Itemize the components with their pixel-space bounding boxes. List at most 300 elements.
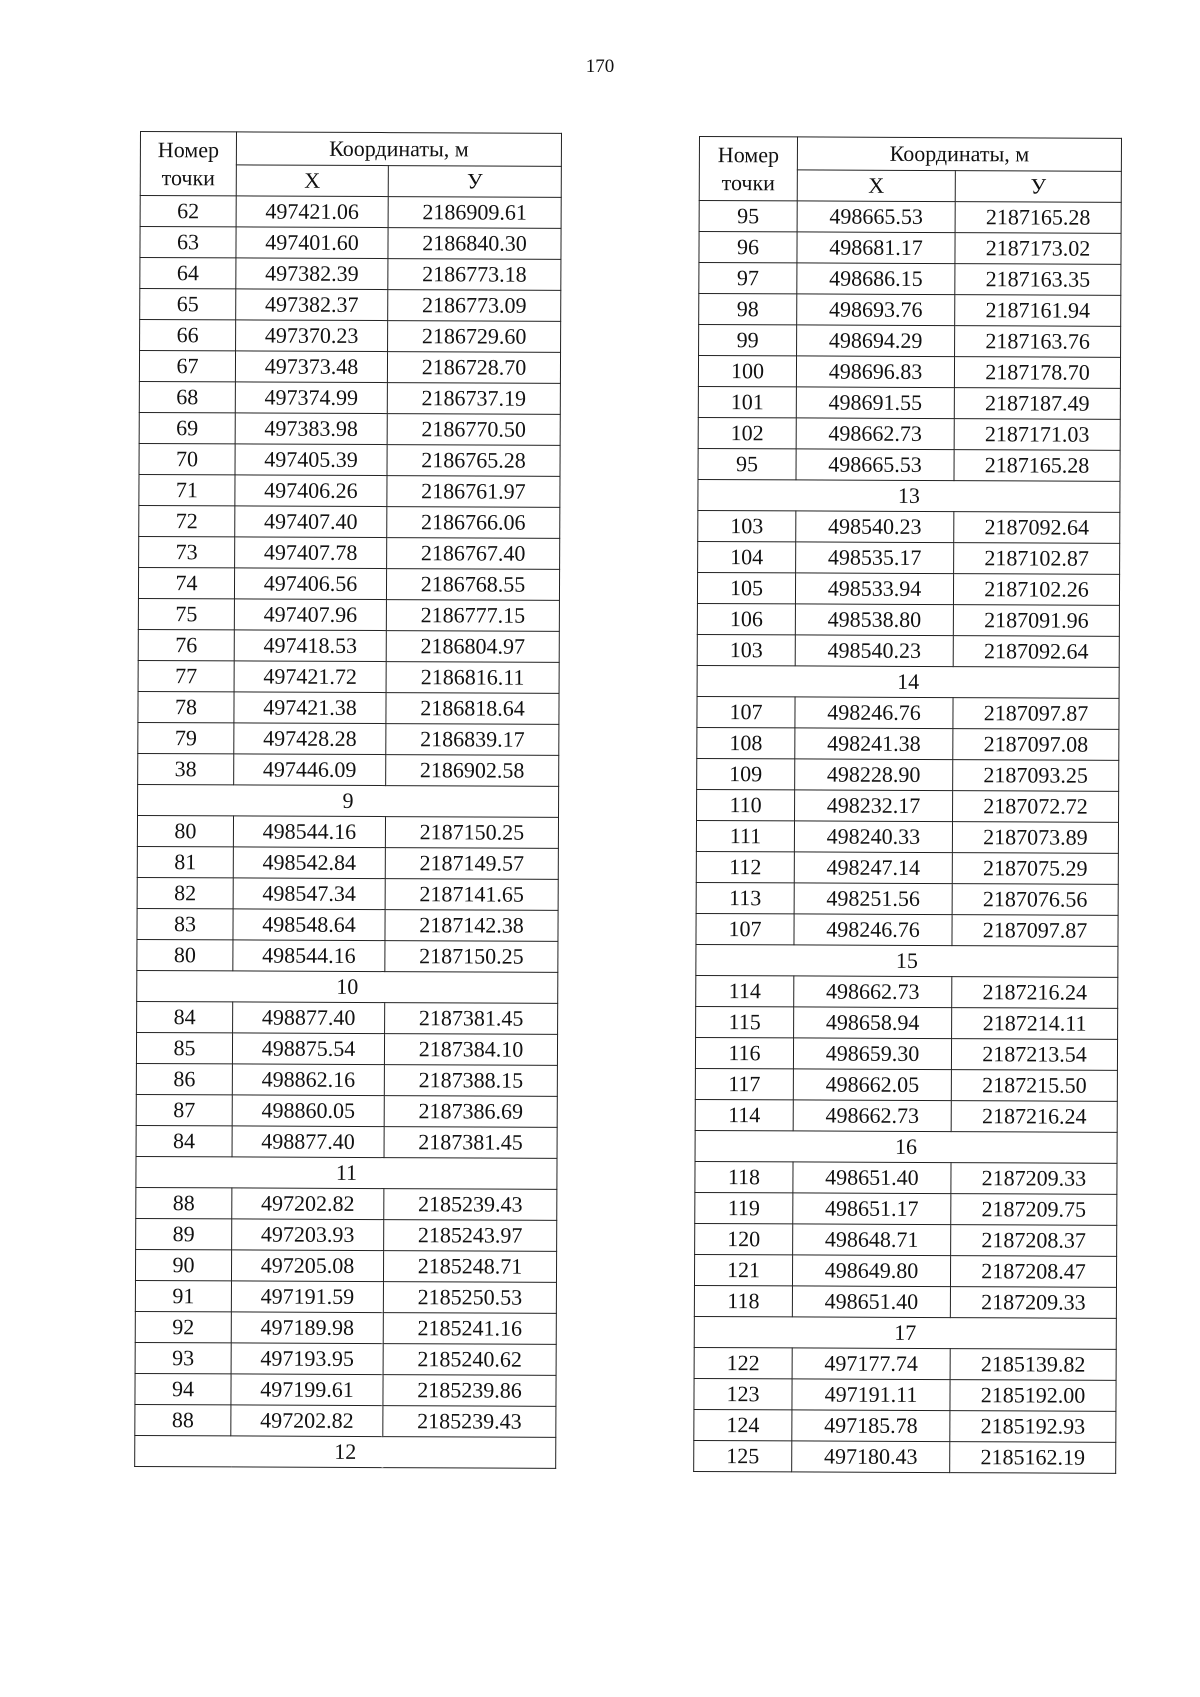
y-coordinate-cell: 2186770.50 <box>387 414 560 446</box>
y-coordinate-cell: 2186768.55 <box>386 569 559 601</box>
y-coordinate-cell: 2187209.33 <box>950 1287 1116 1319</box>
x-coordinate-cell: 498659.30 <box>793 1038 951 1070</box>
table-row <box>140 289 561 322</box>
x-coordinate-cell: 498649.80 <box>792 1255 950 1287</box>
y-coordinate-cell: 2185192.00 <box>950 1380 1116 1412</box>
x-coordinate-cell: 497401.60 <box>236 227 388 259</box>
y-coordinate-cell: 2187072.72 <box>953 791 1119 823</box>
y-column-header: У <box>388 166 561 198</box>
y-coordinate-cell: 2187165.28 <box>955 202 1121 234</box>
section-number: 14 <box>697 665 1119 698</box>
y-coordinate-cell: 2187102.87 <box>954 543 1120 575</box>
table-row <box>698 386 1120 419</box>
table-row <box>695 1037 1117 1070</box>
section-number: 17 <box>694 1316 1116 1349</box>
table-row <box>135 1280 556 1313</box>
x-coordinate-cell: 498693.76 <box>797 294 955 326</box>
x-coordinate-cell: 498246.76 <box>795 697 953 729</box>
point-number-cell: 107 <box>696 913 794 944</box>
table-row <box>694 1347 1116 1380</box>
coordinates-table-right <box>693 136 1122 1474</box>
table-row <box>137 877 558 910</box>
y-coordinate-cell: 2187209.75 <box>951 1194 1117 1226</box>
y-coordinate-cell: 2187208.37 <box>951 1225 1117 1257</box>
y-coordinate-cell: 2187102.26 <box>953 574 1119 606</box>
point-number-cell: 108 <box>697 727 795 758</box>
x-coordinate-cell: 497421.38 <box>234 692 386 724</box>
y-column-header: У <box>955 171 1121 203</box>
table-row <box>136 1218 557 1251</box>
point-number-cell: 74 <box>138 567 234 598</box>
x-coordinate-cell: 498547.34 <box>233 878 385 910</box>
point-number-cell: 105 <box>697 572 795 603</box>
x-coordinate-cell: 498696.83 <box>796 356 954 388</box>
y-coordinate-cell: 2186773.18 <box>388 259 561 291</box>
point-number-header-line1: Номер <box>157 136 220 162</box>
point-number-cell: 107 <box>697 696 795 727</box>
section-row <box>694 1316 1116 1349</box>
table-row <box>136 1094 557 1127</box>
table-row <box>135 1373 556 1406</box>
y-coordinate-cell: 2185239.43 <box>383 1406 556 1438</box>
point-number-cell: 114 <box>695 1099 793 1130</box>
x-coordinate-cell: 498228.90 <box>795 759 953 791</box>
y-coordinate-cell: 2187386.69 <box>384 1096 557 1128</box>
point-number-cell: 101 <box>698 386 796 417</box>
table-row <box>697 789 1119 822</box>
x-coordinate-cell: 498665.53 <box>797 201 955 233</box>
x-coordinate-cell: 498240.33 <box>794 821 952 853</box>
y-coordinate-cell: 2185241.16 <box>383 1313 556 1345</box>
table-row <box>136 1063 557 1096</box>
y-coordinate-cell: 2186737.19 <box>387 383 560 415</box>
x-coordinate-cell: 498662.73 <box>793 1100 951 1132</box>
table-row <box>696 913 1118 946</box>
x-coordinate-cell: 497407.40 <box>235 506 387 538</box>
y-coordinate-cell: 2186766.06 <box>387 507 560 539</box>
y-coordinate-cell: 2185139.82 <box>950 1349 1116 1381</box>
x-coordinate-cell: 497446.09 <box>234 754 386 786</box>
table-row <box>698 417 1120 450</box>
y-coordinate-cell: 2187173.02 <box>955 233 1121 265</box>
table-row <box>136 1187 557 1220</box>
table-row <box>696 851 1118 884</box>
x-coordinate-cell: 497177.74 <box>792 1348 950 1380</box>
y-coordinate-cell: 2185239.43 <box>384 1189 557 1221</box>
section-row <box>135 1435 556 1468</box>
point-number-cell: 86 <box>136 1063 232 1094</box>
table-row <box>140 258 561 291</box>
point-number-cell: 63 <box>140 227 236 258</box>
y-coordinate-cell: 2187381.45 <box>385 1003 558 1035</box>
point-number-cell: 77 <box>138 660 234 691</box>
y-coordinate-cell: 2187161.94 <box>955 295 1121 327</box>
x-coordinate-cell: 498877.40 <box>233 1002 385 1034</box>
x-coordinate-cell: 497407.78 <box>235 537 387 569</box>
table-row <box>699 201 1121 234</box>
y-coordinate-cell: 2187076.56 <box>952 884 1118 916</box>
point-number-cell: 122 <box>694 1347 792 1378</box>
table-row <box>695 1192 1117 1225</box>
y-coordinate-cell: 2186767.40 <box>387 538 560 570</box>
section-number: 11 <box>136 1156 557 1189</box>
section-number: 15 <box>696 944 1118 977</box>
table-row <box>694 1378 1116 1411</box>
table-row <box>696 820 1118 853</box>
point-number-cell: 93 <box>135 1342 231 1373</box>
x-coordinate-cell: 497421.72 <box>234 661 386 693</box>
table-row <box>135 1311 556 1344</box>
x-coordinate-cell: 497405.39 <box>235 444 387 476</box>
y-coordinate-cell: 2187075.29 <box>952 853 1118 885</box>
x-coordinate-cell: 497373.48 <box>235 351 387 383</box>
table-row <box>136 1125 557 1158</box>
point-number-cell: 88 <box>136 1187 232 1218</box>
point-number-header <box>699 137 797 201</box>
point-number-cell: 84 <box>136 1125 232 1156</box>
point-number-cell: 96 <box>699 232 797 263</box>
point-number-cell: 87 <box>136 1094 232 1125</box>
table-row <box>139 412 560 445</box>
x-coordinate-cell: 498651.40 <box>792 1286 950 1318</box>
table-row <box>135 1342 556 1375</box>
point-number-cell: 81 <box>137 846 233 877</box>
point-number-cell: 112 <box>696 851 794 882</box>
y-coordinate-cell: 2187384.10 <box>384 1034 557 1066</box>
point-number-cell: 100 <box>698 356 796 387</box>
x-coordinate-cell: 497203.93 <box>232 1219 384 1251</box>
table-row <box>139 381 560 414</box>
point-number-cell: 64 <box>140 258 236 289</box>
y-coordinate-cell: 2186818.64 <box>386 693 559 725</box>
point-number-header-line2: точки <box>721 169 775 195</box>
y-coordinate-cell: 2185192.93 <box>950 1411 1116 1443</box>
point-number-cell: 79 <box>138 722 234 753</box>
x-coordinate-cell: 497374.99 <box>235 382 387 414</box>
point-number-cell: 118 <box>694 1285 792 1316</box>
table-row <box>695 1161 1117 1194</box>
x-coordinate-cell: 498542.84 <box>233 847 385 879</box>
point-number-cell: 109 <box>697 758 795 789</box>
point-number-cell: 68 <box>139 381 235 412</box>
x-coordinate-cell: 498662.05 <box>793 1069 951 1101</box>
section-number: 12 <box>135 1435 556 1468</box>
table-row <box>699 263 1121 296</box>
table-row <box>698 510 1120 543</box>
x-coordinate-cell: 498232.17 <box>795 790 953 822</box>
x-coordinate-cell: 498540.23 <box>795 635 953 667</box>
table-row <box>699 232 1121 265</box>
y-coordinate-cell: 2186773.09 <box>388 290 561 322</box>
table-row <box>137 908 558 941</box>
x-coordinate-cell: 498665.53 <box>796 449 954 481</box>
section-number: 13 <box>698 479 1120 512</box>
y-coordinate-cell: 2187165.28 <box>954 450 1120 482</box>
x-coordinate-cell: 498651.17 <box>793 1193 951 1225</box>
point-number-cell: 78 <box>138 691 234 722</box>
x-coordinate-cell: 498681.17 <box>797 232 955 264</box>
table-row <box>698 541 1120 574</box>
table-row <box>697 727 1119 760</box>
point-number-cell: 104 <box>698 541 796 572</box>
y-coordinate-cell: 2186909.61 <box>388 197 561 229</box>
point-number-cell: 99 <box>699 325 797 356</box>
table-row <box>696 1006 1118 1039</box>
y-coordinate-cell: 2187141.65 <box>385 879 558 911</box>
x-coordinate-cell: 497370.23 <box>236 320 388 352</box>
x-coordinate-cell: 498662.73 <box>796 418 954 450</box>
point-number-cell: 121 <box>694 1254 792 1285</box>
point-number-cell: 95 <box>698 448 796 479</box>
point-number-cell: 91 <box>135 1280 231 1311</box>
point-number-cell: 75 <box>138 598 234 629</box>
table-row <box>135 1404 556 1437</box>
x-coordinate-cell: 498860.05 <box>232 1095 384 1127</box>
point-number-header <box>140 132 236 196</box>
table-row <box>697 696 1119 729</box>
y-coordinate-cell: 2185248.71 <box>383 1251 556 1283</box>
y-coordinate-cell: 2185162.19 <box>950 1442 1116 1474</box>
y-coordinate-cell: 2187171.03 <box>954 419 1120 451</box>
table-row <box>138 598 559 631</box>
y-coordinate-cell: 2187208.47 <box>950 1256 1116 1288</box>
x-coordinate-cell: 497191.59 <box>231 1281 383 1313</box>
x-coordinate-cell: 497406.26 <box>235 475 387 507</box>
x-coordinate-cell: 498877.40 <box>232 1126 384 1158</box>
x-coordinate-cell: 498246.76 <box>794 914 952 946</box>
table-row <box>694 1254 1116 1287</box>
y-coordinate-cell: 2187097.08 <box>953 729 1119 761</box>
coordinates-table-left <box>134 131 562 1469</box>
table-row <box>697 603 1119 636</box>
point-number-cell: 106 <box>697 603 795 634</box>
y-coordinate-cell: 2187215.50 <box>951 1070 1117 1102</box>
x-coordinate-cell: 497382.39 <box>236 258 388 290</box>
x-coordinate-cell: 498247.14 <box>794 852 952 884</box>
point-number-cell: 80 <box>137 939 233 970</box>
point-number-cell: 113 <box>696 882 794 913</box>
x-coordinate-cell: 498540.23 <box>796 511 954 543</box>
y-coordinate-cell: 2186816.11 <box>386 662 559 694</box>
x-coordinate-cell: 498544.16 <box>233 816 385 848</box>
point-number-cell: 114 <box>696 975 794 1006</box>
x-coordinate-cell: 497421.06 <box>236 196 388 228</box>
point-number-header-line2: точки <box>161 164 215 190</box>
table-row <box>138 629 559 662</box>
point-number-header-line1: Номер <box>717 141 780 167</box>
table-row <box>696 882 1118 915</box>
point-number-cell: 80 <box>137 815 233 846</box>
section-number: 10 <box>137 970 558 1003</box>
x-coordinate-cell: 497199.61 <box>231 1374 383 1406</box>
table-row <box>694 1285 1116 1318</box>
section-number: 9 <box>138 784 559 817</box>
point-number-cell: 69 <box>139 412 235 443</box>
x-coordinate-cell: 497383.98 <box>235 413 387 445</box>
table-row <box>695 1068 1117 1101</box>
point-number-cell: 83 <box>137 908 233 939</box>
y-coordinate-cell: 2187178.70 <box>954 357 1120 389</box>
point-number-cell: 98 <box>699 294 797 325</box>
table-row <box>698 356 1120 389</box>
table-row <box>138 753 559 786</box>
x-coordinate-cell: 498241.38 <box>795 728 953 760</box>
y-coordinate-cell: 2187092.64 <box>954 512 1120 544</box>
x-coordinate-cell: 497407.96 <box>234 599 386 631</box>
y-coordinate-cell: 2187150.25 <box>385 817 558 849</box>
table-row <box>137 815 558 848</box>
point-number-cell: 72 <box>139 505 235 536</box>
y-coordinate-cell: 2185240.62 <box>383 1344 556 1376</box>
table-row <box>138 567 559 600</box>
point-number-cell: 125 <box>694 1440 792 1471</box>
x-coordinate-cell: 498538.80 <box>795 604 953 636</box>
table-row <box>696 975 1118 1008</box>
y-coordinate-cell: 2186777.15 <box>386 600 559 632</box>
point-number-cell: 123 <box>694 1378 792 1409</box>
table-row <box>697 572 1119 605</box>
y-coordinate-cell: 2186761.97 <box>387 476 560 508</box>
point-number-cell: 111 <box>696 820 794 851</box>
x-coordinate-cell: 497205.08 <box>231 1250 383 1282</box>
y-coordinate-cell: 2186902.58 <box>386 755 559 787</box>
point-number-cell: 84 <box>137 1001 233 1032</box>
table-row <box>140 196 561 229</box>
table-row <box>698 448 1120 481</box>
table-row <box>694 1409 1116 1442</box>
coordinates-header: Координаты, м <box>236 132 561 166</box>
x-coordinate-cell: 498648.71 <box>793 1224 951 1256</box>
y-coordinate-cell: 2187163.35 <box>955 264 1121 296</box>
point-number-cell: 103 <box>697 634 795 665</box>
y-coordinate-cell: 2186729.60 <box>388 321 561 353</box>
y-coordinate-cell: 2187073.89 <box>952 822 1118 854</box>
point-number-cell: 67 <box>139 351 235 382</box>
table-row <box>136 1032 557 1065</box>
table-row <box>138 660 559 693</box>
x-coordinate-cell: 498875.54 <box>232 1033 384 1065</box>
y-coordinate-cell: 2186728.70 <box>387 352 560 384</box>
y-coordinate-cell: 2187092.64 <box>953 636 1119 668</box>
point-number-cell: 85 <box>136 1032 232 1063</box>
y-coordinate-cell: 2186765.28 <box>387 445 560 477</box>
table-row <box>137 939 558 972</box>
table-row <box>139 536 560 569</box>
section-row <box>697 665 1119 698</box>
x-coordinate-cell: 497185.78 <box>792 1410 950 1442</box>
x-coordinate-cell: 497382.37 <box>236 289 388 321</box>
point-number-cell: 124 <box>694 1409 792 1440</box>
table-row <box>699 325 1121 358</box>
point-number-cell: 73 <box>139 536 235 567</box>
x-coordinate-cell: 497418.53 <box>234 630 386 662</box>
point-number-cell: 76 <box>138 629 234 660</box>
point-number-cell: 95 <box>699 201 797 232</box>
y-coordinate-cell: 2187214.11 <box>952 1008 1118 1040</box>
table-row <box>139 474 560 507</box>
x-coordinate-cell: 497189.98 <box>231 1312 383 1344</box>
point-number-cell: 82 <box>137 877 233 908</box>
y-coordinate-cell: 2187216.24 <box>952 977 1118 1009</box>
point-number-cell: 117 <box>695 1068 793 1099</box>
section-row <box>138 784 559 817</box>
point-number-cell: 119 <box>695 1192 793 1223</box>
x-coordinate-cell: 498694.29 <box>797 325 955 357</box>
y-coordinate-cell: 2186840.30 <box>388 228 561 260</box>
y-coordinate-cell: 2187097.87 <box>952 915 1118 947</box>
table-row <box>135 1249 556 1282</box>
y-coordinate-cell: 2187093.25 <box>953 760 1119 792</box>
x-coordinate-cell: 497202.82 <box>232 1188 384 1220</box>
y-coordinate-cell: 2187213.54 <box>951 1039 1117 1071</box>
y-coordinate-cell: 2187097.87 <box>953 698 1119 730</box>
section-row <box>136 1156 557 1189</box>
table-row <box>697 634 1119 667</box>
point-number-cell: 38 <box>138 753 234 784</box>
section-row <box>137 970 558 1003</box>
y-coordinate-cell: 2187216.24 <box>951 1101 1117 1133</box>
page-number: 170 <box>585 56 615 77</box>
point-number-cell: 90 <box>135 1249 231 1280</box>
point-number-cell: 88 <box>135 1404 231 1435</box>
table-row <box>699 294 1121 327</box>
x-coordinate-cell: 498691.55 <box>796 387 954 419</box>
point-number-cell: 110 <box>697 789 795 820</box>
point-number-cell: 70 <box>139 443 235 474</box>
point-number-cell: 120 <box>695 1223 793 1254</box>
y-coordinate-cell: 2185250.53 <box>383 1282 556 1314</box>
x-column-header: X <box>236 165 388 197</box>
x-column-header: X <box>797 170 955 202</box>
point-number-cell: 94 <box>135 1373 231 1404</box>
table-row <box>697 758 1119 791</box>
y-coordinate-cell: 2187149.57 <box>385 848 558 880</box>
point-number-cell: 71 <box>139 474 235 505</box>
section-row <box>696 944 1118 977</box>
table-row <box>139 505 560 538</box>
x-coordinate-cell: 497428.28 <box>234 723 386 755</box>
point-number-cell: 116 <box>695 1037 793 1068</box>
x-coordinate-cell: 497180.43 <box>792 1441 950 1473</box>
x-coordinate-cell: 497191.11 <box>792 1379 950 1411</box>
table-row <box>695 1223 1117 1256</box>
point-number-cell: 103 <box>698 510 796 541</box>
table-row <box>138 722 559 755</box>
x-coordinate-cell: 497406.56 <box>234 568 386 600</box>
y-coordinate-cell: 2187142.38 <box>385 910 558 942</box>
table-row <box>139 351 560 384</box>
point-number-cell: 97 <box>699 263 797 294</box>
point-number-cell: 102 <box>698 417 796 448</box>
y-coordinate-cell: 2187381.45 <box>384 1127 557 1159</box>
point-number-cell: 89 <box>136 1218 232 1249</box>
point-number-cell: 92 <box>135 1311 231 1342</box>
table-row <box>140 320 561 353</box>
x-coordinate-cell: 498862.16 <box>232 1064 384 1096</box>
y-coordinate-cell: 2185243.97 <box>384 1220 557 1252</box>
y-coordinate-cell: 2187209.33 <box>951 1163 1117 1195</box>
table-row <box>694 1440 1116 1473</box>
table-row <box>138 691 559 724</box>
table-row <box>695 1099 1117 1132</box>
x-coordinate-cell: 497193.95 <box>231 1343 383 1375</box>
point-number-cell: 66 <box>140 320 236 351</box>
table-row <box>137 846 558 879</box>
y-coordinate-cell: 2187091.96 <box>953 605 1119 637</box>
section-row <box>695 1130 1117 1163</box>
y-coordinate-cell: 2187163.76 <box>955 326 1121 358</box>
point-number-cell: 115 <box>696 1006 794 1037</box>
